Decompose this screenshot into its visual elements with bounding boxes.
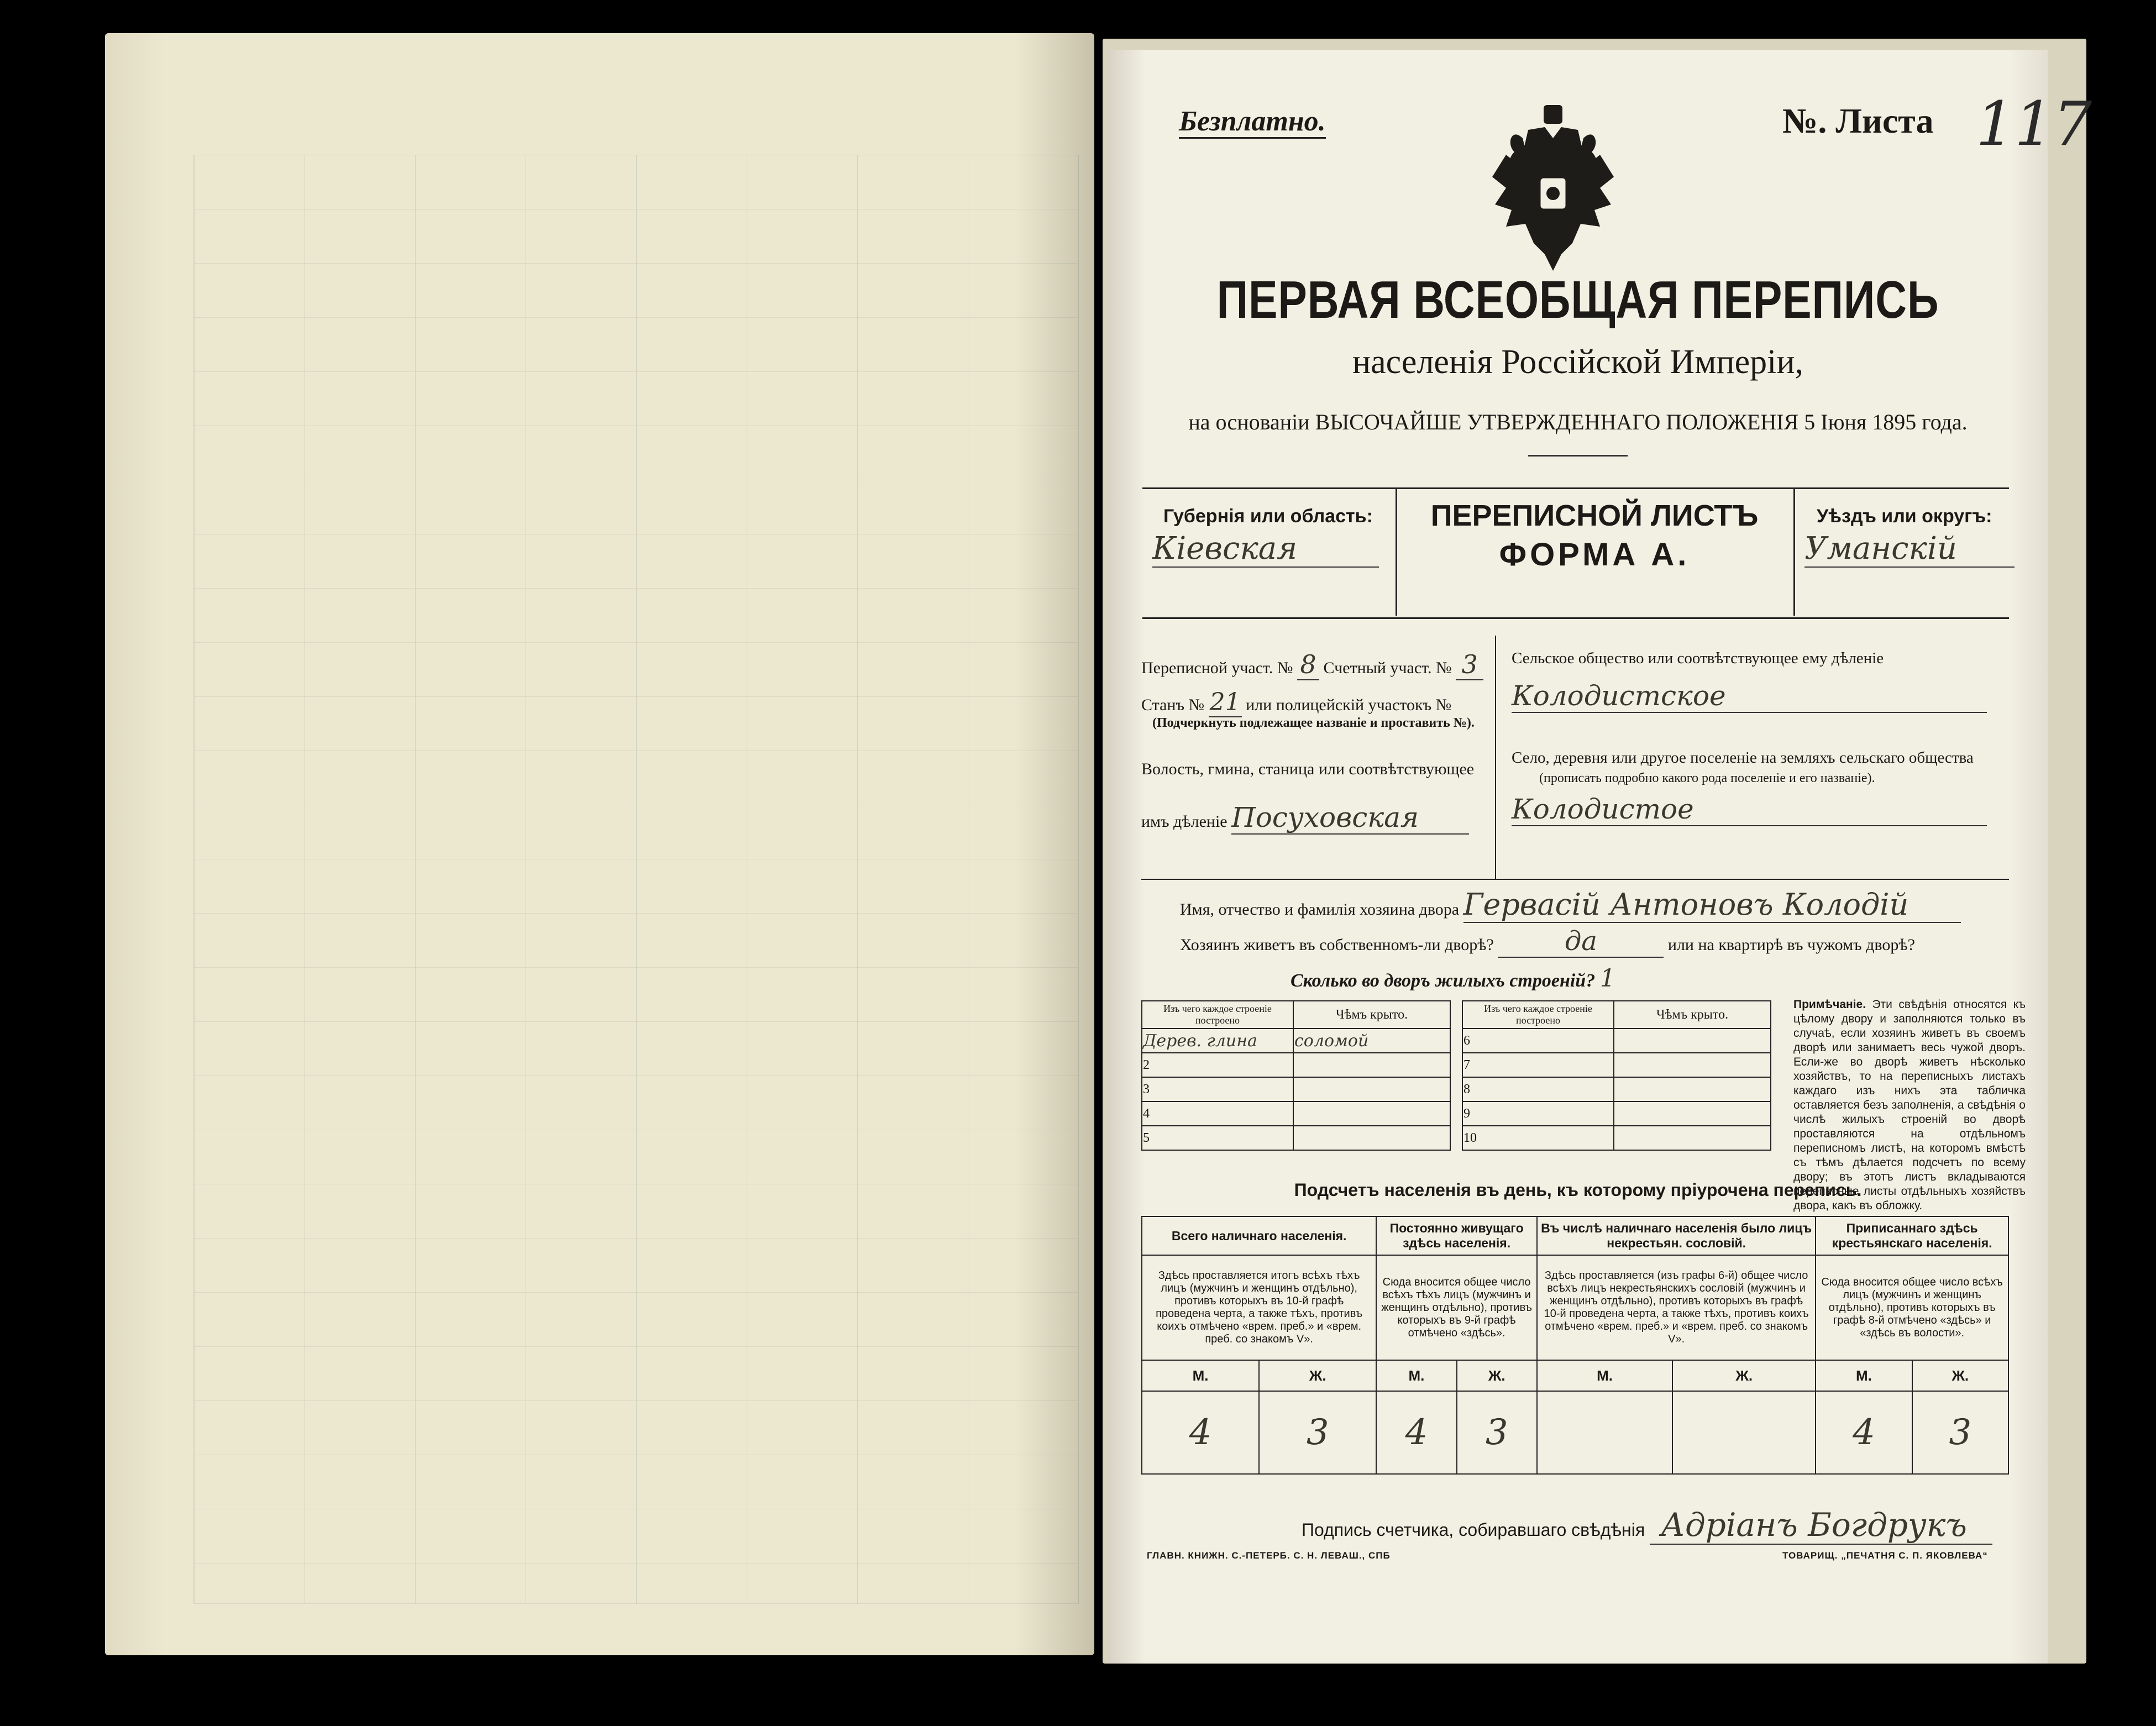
- owner-value: Гервасій Антоновъ Колодій: [1463, 887, 1961, 923]
- material-header: Изъ чего каждое строеніе построено: [1462, 1001, 1614, 1029]
- male-label: М.: [1537, 1360, 1672, 1391]
- count-col-head: Приписаннаго здѣсь крестьянскаго населенія.: [1816, 1216, 2008, 1255]
- faded-table-grid: [193, 155, 1079, 1604]
- row-number: 5: [1142, 1126, 1293, 1150]
- volost-row: имъ дѣленіе Посуховская: [1141, 801, 1469, 835]
- gubernia-label: Губернія или область:: [1163, 506, 1373, 527]
- signature-label: Подпись счетчика, собиравшаго свѣдѣнія: [1302, 1520, 1645, 1540]
- table-row: [1142, 1029, 1450, 1053]
- table-row: [1142, 1053, 1450, 1077]
- left-page: [105, 33, 1094, 1655]
- count-col-desc: Здѣсь проставляется (изъ графы 6-й) общее число всѣхъ лицъ некрестьянскихъ сословій (мужчинъ и женщинъ отдѣльно), противъ которыхъ въ графѣ 10-й проведена черта, а также тѣхъ, противъ коихъ отмѣчено «врем. преб.» и «врем. преб. со знакомъ V».: [1537, 1255, 1816, 1360]
- uchastok-value: 8: [1297, 649, 1319, 680]
- census-form-page: [1108, 50, 2092, 1664]
- schetny-value: 3: [1456, 649, 1483, 680]
- form-head-divider-right: [1793, 487, 1795, 616]
- male-label: М.: [1376, 1360, 1456, 1391]
- count-value: 4: [1142, 1391, 1259, 1474]
- selo-value: Колодистое: [1512, 793, 1987, 826]
- table-row: [1462, 1029, 1771, 1053]
- count-title: Подсчетъ населенія въ день, къ которому пріурочена перепись.: [1294, 1180, 1862, 1200]
- selsk-label: Сельское общество или соотвѣтствующее ему дѣленіе: [1512, 649, 1884, 667]
- page-title: ПЕРВАЯ ВСЕОБЩАЯ ПЕРЕПИСЬ: [1216, 270, 1939, 329]
- roof-cell: [1293, 1077, 1450, 1101]
- row-number: 3: [1142, 1077, 1293, 1101]
- row-number: 9: [1462, 1101, 1614, 1126]
- roof-cell: [1614, 1126, 1771, 1150]
- count-col-desc: Сюда вносится общее число всѣхъ тѣхъ лицъ (мужчинъ и женщинъ отдѣльно), противъ которыхъ въ 9-й графѣ отмѣчено «здѣсь».: [1376, 1255, 1537, 1360]
- table-row: [1462, 1101, 1771, 1126]
- material-header: Изъ чего каждое строеніе построено: [1142, 1001, 1293, 1029]
- table-row: [1462, 1053, 1771, 1077]
- fields-divider: [1495, 636, 1496, 879]
- roof-header: Чѣмъ крыто.: [1614, 1001, 1771, 1029]
- row-number: 10: [1462, 1126, 1614, 1150]
- male-label: М.: [1142, 1360, 1259, 1391]
- roof-cell: соломой: [1293, 1029, 1450, 1053]
- count-table: [1141, 1216, 2009, 1475]
- sheet-number-value: 117: [1976, 88, 2092, 159]
- count-col-head: Постоянно живущаго здѣсь населенія.: [1376, 1216, 1537, 1255]
- male-label: М.: [1816, 1360, 1912, 1391]
- roof-cell: [1293, 1053, 1450, 1077]
- count-value: 3: [1259, 1391, 1376, 1474]
- own-yard-row: Хозяинъ живетъ въ собственномъ-ли дворѣ? да или на квартирѣ въ чужомъ дворѣ?: [1180, 926, 1915, 957]
- material-cell: Дерев. глина: [1142, 1029, 1293, 1053]
- row-number: 8: [1462, 1077, 1614, 1101]
- table-row: [1142, 1126, 1450, 1150]
- row-number: 6: [1462, 1029, 1614, 1053]
- selo-label: Село, деревня или другое поселеніе на земляхъ сельскаго общества: [1512, 749, 1974, 767]
- buildings-value: 1: [1599, 964, 1615, 993]
- sheet-number-label: №. Листа: [1782, 101, 1934, 140]
- count-value: 4: [1376, 1391, 1456, 1474]
- table-row: [1142, 1101, 1450, 1126]
- uezd-value: Уманскій: [1804, 531, 2015, 568]
- row-number: 4: [1142, 1101, 1293, 1126]
- stan-value: 21: [1209, 688, 1241, 716]
- row-number: 2: [1142, 1053, 1293, 1077]
- count-col-head: Въ числѣ наличнаго населенія было лицъ некрестьян. сословій.: [1537, 1216, 1816, 1255]
- note-head: Примѣчаніе.: [1793, 998, 1866, 1011]
- count-col-desc: Здѣсь проставляется итогъ всѣхъ тѣхъ лицъ (мужчинъ и женщинъ отдѣльно), противъ которыхъ въ 10-й графѣ проведена черта, а также тѣхъ, противъ коихъ отмѣчено «врем. преб.» и «врем. преб. со знакомъ V».: [1142, 1255, 1376, 1360]
- gubernia-value: Кіевская: [1152, 531, 1379, 568]
- owner-row: Имя, отчество и фамилія хозяина двора Гервасій Антоновъ Колодій: [1180, 887, 1961, 923]
- uchastok-row: Переписной участ. № 8 Счетный участ. № 3: [1141, 649, 1483, 680]
- roof-cell: [1614, 1077, 1771, 1101]
- buildings-row: Сколько во дворъ жилыхъ строеній? 1: [1291, 964, 1615, 993]
- free-label: Безплатно.: [1179, 105, 1326, 138]
- roof-cell: [1293, 1126, 1450, 1150]
- ornament-divider: [1528, 455, 1628, 457]
- roof-cell: [1614, 1029, 1771, 1053]
- volost-value: Посуховская: [1231, 801, 1469, 835]
- table-row: [1462, 1126, 1771, 1150]
- row-number: 7: [1462, 1053, 1614, 1077]
- volost-label: Волость, гмина, станица или соотвѣтствующее: [1141, 760, 1475, 778]
- note-text: Эти свѣдѣнія относятся къ цѣлому двору и заполняются только въ случаѣ, если хозяинъ живетъ въ своемъ дворѣ или занимаетъ весь чужой дворъ. Если-же во дворѣ живетъ нѣсколько хозяйствъ, то на переписныхъ листахъ каждаго изъ нихъ эта табличка оставляется безъ заполненія, а свѣдѣнія о числѣ жилыхъ строеній во дворѣ проставляются на отдѣльномъ переписномъ листѣ, на которомъ вмѣстѣ съ тѣмъ дѣлается подсчетъ по всему двору; въ этотъ листъ вкладываются переписные листы отдѣльныхъ хозяйствъ двора, какъ въ обложку.: [1793, 998, 2026, 1212]
- signature-value: Адріанъ Богдрукъ: [1650, 1506, 1992, 1545]
- selo-note: (прописать подробно какого рода поселеніе и его названіе).: [1539, 771, 1875, 785]
- count-value: [1537, 1391, 1672, 1474]
- count-col-desc: Сюда вносится общее число всѣхъ лицъ (мужчинъ и женщинъ отдѣльно), противъ которыхъ въ графѣ 8-й отмѣчено «здѣсь» и «здѣсь въ волости».: [1816, 1255, 2008, 1360]
- roof-header: Чѣмъ крыто.: [1293, 1001, 1450, 1029]
- count-value: 4: [1816, 1391, 1912, 1474]
- female-label: Ж.: [1259, 1360, 1376, 1391]
- legal-basis: на основаніи ВЫСОЧАЙШЕ УТВЕРЖДЕННАГО ПОЛОЖЕНІЯ 5 Іюня 1895 года.: [1188, 410, 1968, 434]
- stan-row: Станъ № 21 или полицейскій участокъ №: [1141, 688, 1452, 716]
- imprint-right: ТОВАРИЩ. „ПЕЧАТНЯ С. П. ЯКОВЛЕВА“: [1782, 1550, 1988, 1561]
- uezd-label: Уѣздъ или округъ:: [1817, 506, 1992, 527]
- table-row: [1462, 1077, 1771, 1101]
- count-value: [1672, 1391, 1816, 1474]
- count-col-head: Всего наличнаго населенія.: [1142, 1216, 1376, 1255]
- form-title: ПЕРЕПИСНОЙ ЛИСТЪ: [1430, 499, 1759, 532]
- own-yard-value: да: [1498, 926, 1664, 958]
- page-subtitle: населенія Россійской Имперіи,: [1352, 343, 1804, 381]
- stan-note: (Подчеркнуть подлежащее названіе и проставить №).: [1152, 716, 1475, 730]
- roof-cell: [1614, 1053, 1771, 1077]
- roof-cell: [1293, 1101, 1450, 1126]
- roof-cell: [1614, 1101, 1771, 1126]
- table-row: [1142, 1077, 1450, 1101]
- imprint-left: ГЛАВН. КНИЖН. С.-ПЕТЕРБ. С. Н. ЛЕВАШ., СПБ: [1147, 1550, 1391, 1561]
- buildings-table-right: [1462, 1000, 1771, 1151]
- double-headed-eagle-icon: [1489, 105, 1617, 271]
- female-label: Ж.: [1912, 1360, 2008, 1391]
- female-label: Ж.: [1457, 1360, 1537, 1391]
- form-code: ФОРМА А.: [1499, 537, 1690, 573]
- buildings-table-left: [1141, 1000, 1451, 1151]
- count-value: 3: [1912, 1391, 2008, 1474]
- signature-row: [1302, 1506, 1992, 1545]
- female-label: Ж.: [1672, 1360, 1816, 1391]
- count-value: 3: [1457, 1391, 1537, 1474]
- selsk-value: Колодистское: [1512, 680, 1987, 713]
